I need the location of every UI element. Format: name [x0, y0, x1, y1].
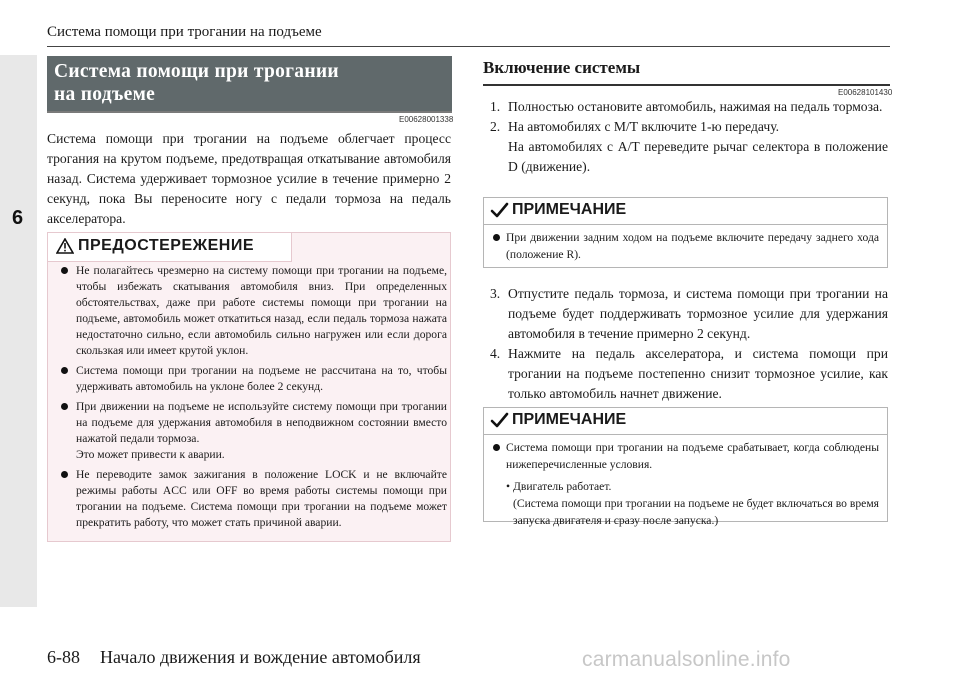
- section-code: E00628001338: [399, 115, 454, 124]
- chapter-side-tab: [0, 55, 37, 607]
- header-rule: [47, 46, 890, 47]
- step-item: 3. Отпустите педаль тормоза, и система помощи при трогании на подъеме будет поддерживать тормозное усилие для удержания автомобиля в течение примерно 2 секунд.: [490, 286, 888, 341]
- intro-paragraph: Система помощи при трогании на подъеме облегчает процесс трогания на крутом подъеме, предотвращая откатывание автомобиля назад. Система удерживает тормозное усилие в течение примерно 2 секунд, пока Вы переносите ногу с педали тормоза на педаль акселератора.: [47, 131, 451, 226]
- note-title: ПРИМЕЧАНИЕ: [512, 411, 627, 428]
- bullet-icon: [61, 267, 68, 274]
- running-header: Система помощи при трогании на подъеме: [47, 24, 322, 40]
- page-number: 6-88: [47, 647, 80, 667]
- subsection-rule: [483, 84, 890, 86]
- bullet-icon: [493, 234, 500, 241]
- warning-triangle-icon: [56, 238, 74, 254]
- step-item: 2. На автомобилях с M/T включите 1-ю передачу.: [490, 119, 780, 134]
- section-title: [54, 60, 339, 106]
- watermark: carmanualsonline.info: [582, 648, 791, 671]
- pencil-check-icon: [490, 202, 510, 219]
- warning-box: [47, 232, 451, 542]
- note-box-2: [483, 407, 888, 527]
- note-header: [484, 408, 887, 435]
- subsection-title: Включение системы: [483, 58, 641, 77]
- note-subitem-line2: (Система помощи при трогании на подъеме не будет включаться во время запуска двигателя и сразу после запуска.): [513, 497, 879, 527]
- warning-item: Не полагайтесь чрезмерно на систему помощи при трогании на подъеме, чтобы избежать скатывания автомобиля вниз. При определенных обстоятельствах, даже при работе системы помощи при трогании на подъеме, автомобиль может откатиться назад, если педаль тормоза нажата недостаточно сильно, если автомобиль сильно нагружен или если дорога скользкая или имеет крутой уклон.: [59, 263, 447, 359]
- step-item-sub: На автомобилях с A/T переведите рычаг селектора в положение D (движение).: [508, 139, 888, 174]
- chapter-title: Начало движения и вождение автомобиля: [100, 647, 421, 667]
- bullet-icon: [61, 471, 68, 478]
- pencil-check-icon: [490, 412, 510, 429]
- section-title-underline: [47, 111, 452, 113]
- warning-list: [59, 263, 447, 535]
- warning-title: ПРЕДОСТЕРЕЖЕНИЕ: [78, 237, 254, 254]
- page-footer: [47, 647, 421, 668]
- note-title: ПРИМЕЧАНИЕ: [512, 201, 627, 218]
- section-title-line1: Система помощи при трогании: [54, 61, 339, 82]
- note-item: При движении задним ходом на подъеме включите передачу заднего хода (положение R).: [492, 229, 879, 263]
- bullet-icon: [493, 444, 500, 451]
- warning-item: При движении на подъеме не используйте систему помощи при трогании на подъеме для удержания автомобиля в неподвижном состоянии вместо нажатой педали тормоза. Это может привести к аварии.: [59, 399, 447, 463]
- note-body: [484, 435, 887, 535]
- step-item: 1. Полностью остановите автомобиль, нажимая на педаль тормоза.: [490, 99, 883, 114]
- note-box-1: [483, 197, 888, 268]
- bullet-icon: [61, 403, 68, 410]
- subsection-code: E00628101430: [838, 88, 893, 97]
- bullet-icon: [61, 367, 68, 374]
- note-subitem-line1: • Двигатель работает.: [506, 480, 612, 493]
- note-body: [484, 225, 887, 269]
- warning-header: [48, 233, 292, 262]
- steps-list-b: [490, 284, 888, 404]
- step-item: 4. Нажмите на педаль акселератора, и система помощи при трогании на подъеме постепенно снизит тормозное усилие, как только автомобиль начнет движение.: [490, 346, 888, 401]
- chapter-number: 6: [12, 207, 24, 229]
- section-title-box: [47, 56, 452, 111]
- warning-item: Не переводите замок зажигания в положение LOCK и не включайте режимы работы ACC или OFF во время работы системы помощи при трогании на подъеме. Система помощи при трогании на подъеме может прекратить работу, что может стать причиной аварии.: [59, 467, 447, 531]
- note-subitem: [492, 478, 879, 529]
- warning-item-extra: Это может привести к аварии.: [76, 448, 225, 461]
- warning-item: Система помощи при трогании на подъеме не рассчитана на то, чтобы удерживать автомобиль на уклоне более 2 секунд.: [59, 363, 447, 395]
- section-title-line2: на подъеме: [54, 84, 156, 105]
- note-item: Система помощи при трогании на подъеме срабатывает, когда соблюдены нижеперечисленные условия.: [492, 439, 879, 473]
- note-header: [484, 198, 887, 225]
- steps-list-a: [490, 97, 888, 177]
